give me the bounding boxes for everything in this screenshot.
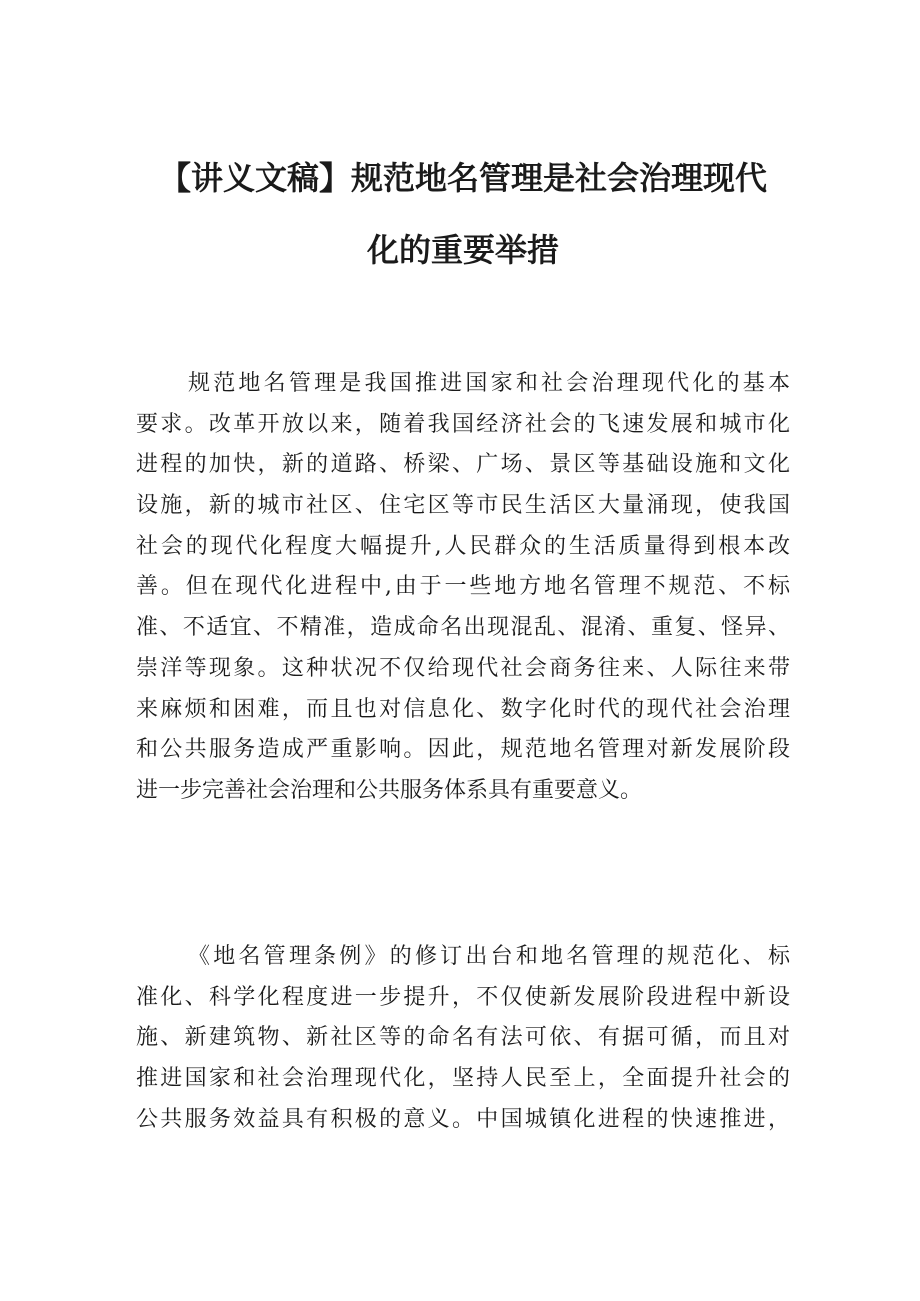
paragraph-line: 进程的加快，新的道路、桥梁、广场、景区等基础设施和文化 <box>136 452 790 478</box>
paragraph-line: 施、新建筑物、新社区等的命名有法可依、有据可循，而且对 <box>136 1025 790 1051</box>
title-line-1: 【讲义文稿】规范地名管理是社会治理现代 <box>158 159 767 197</box>
paragraph-line: 善。但在现代化进程中,由于一些地方地名管理不规范、不标 <box>136 574 790 600</box>
paragraph-line: 规范地名管理是我国推进国家和社会治理现代化的基本 <box>188 371 790 396</box>
paragraph-line: 设施，新的城市社区、住宅区等市民生活区大量涌现，使我国 <box>136 493 790 519</box>
paragraph-line: 社会的现代化程度大幅提升,人民群众的生活质量得到根本改 <box>136 533 790 559</box>
paragraph-2 <box>136 937 790 1140</box>
paragraph-line: 和公共服务造成严重影响。因此，规范地名管理对新发展阶段 <box>136 737 790 763</box>
paragraph-line: 《地名管理条例》的修订出台和地名管理的规范化、标 <box>188 944 790 969</box>
paragraph-line: 要求。改革开放以来，随着我国经济社会的飞速发展和城市化 <box>136 411 790 437</box>
paragraph-line: 准、不适宜、不精准，造成命名出现混乱、混淆、重复、怪异、 <box>136 615 790 641</box>
title-line-2: 化的重要举措 <box>366 231 559 269</box>
paragraph-line: 崇洋等现象。这种状况不仅给现代社会商务往来、人际往来带 <box>136 655 790 681</box>
paragraph-1 <box>136 364 790 812</box>
paragraph-line: 来麻烦和困难，而且也对信息化、数字化时代的现代社会治理 <box>136 696 790 722</box>
paragraph-line: 推进国家和社会治理现代化，坚持人民至上，全面提升社会的 <box>136 1066 790 1092</box>
document-title <box>136 148 790 280</box>
paragraph-line: 准化、科学化程度进一步提升，不仅使新发展阶段进程中新设 <box>136 984 790 1010</box>
paragraph-line: 公共服务效益具有积极的意义。中国城镇化进程的快速推进， <box>136 1106 790 1132</box>
paragraph-line: 进一步完善社会治理和公共服务体系具有重要意义。 <box>136 777 643 803</box>
